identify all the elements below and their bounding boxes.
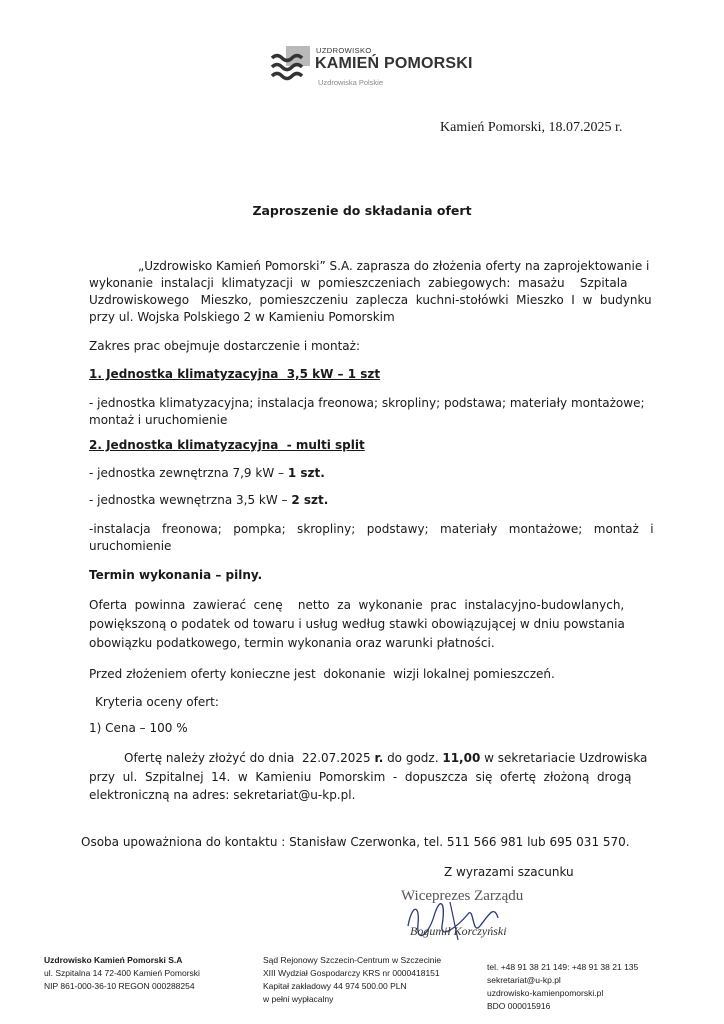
document-title: Zaproszenie do składania ofert (252, 203, 472, 218)
footer-court: Sąd Rejonowy Szczecin-Centrum w Szczecinie (263, 955, 442, 965)
closing: Z wyrazami szacunku (444, 865, 574, 879)
intro-line-2: wykonanie instalacji klimatyzacji w pomieszczeniach zabiegowych: masażu Szpitala (89, 276, 628, 290)
footer-company-name: Uzdrowisko Kamień Pomorski S.A (44, 955, 183, 965)
item2-heading: 2. Jednostka klimatyzacyjna - multi split (89, 438, 365, 452)
stamp-name: Bogumił Korczyński (410, 924, 507, 938)
item2-install-line-2: uruchomienie (89, 539, 172, 553)
footer-email: sekretariat@u-kp.pl (487, 975, 561, 985)
intro-line-4: przy ul. Wojska Polskiego 2 w Kamieniu Pomorskim (89, 310, 395, 324)
logo-text-top: UZDROWISKO (316, 46, 372, 55)
offer-line-1: Oferta powinna zawierać cenę netto za wykonanie prac instalacyjno-budowlanych, (89, 598, 625, 612)
item2-indoor-qty: 2 szt. (291, 493, 329, 507)
submit-line-3: elektroniczną na adres: sekretariat@u-kp.pl. (89, 788, 356, 802)
site-visit: Przed złożeniem oferty konieczne jest dokonanie wizji lokalnej pomieszczeń. (89, 667, 555, 681)
offer-line-2: powiększoną o podatek od towaru i usług według stawki obowiązującej w dniu powstania (89, 617, 625, 631)
stamp-title: Wiceprezes Zarządu (401, 888, 524, 904)
logo-text-sub: Uzdrowiska Polskie (318, 78, 384, 87)
item2-indoor-text: - jednostka wewnętrzna 3,5 kW – (89, 493, 292, 507)
contact-person: Osoba upoważniona do kontaktu : Stanisław Czerwonka, tel. 511 566 981 lub 695 031 570. (81, 835, 630, 849)
footer-contact (487, 961, 638, 1013)
submit-line-2: przy ul. Szpitalnej 14. w Kamieniu Pomorskim - dopuszcza się ofertę złożoną drogą (89, 770, 632, 784)
item1-heading: 1. Jednostka klimatyzacyjna 3,5 kW – 1 szt (89, 367, 381, 381)
submit-text-a: Ofertę należy złożyć do dnia 22.07.2025 (124, 751, 375, 765)
footer-bdo: BDO 000015916 (487, 1001, 551, 1011)
place-date: Kamień Pomorski, 18.07.2025 r. (440, 120, 623, 135)
criteria-item: 1) Cena – 100 % (89, 721, 188, 735)
item2-outdoor-qty: 1 szt. (287, 466, 325, 480)
footer-registry (263, 954, 441, 1006)
submit-text-e: w sekretariacie Uzdrowiska (480, 751, 648, 765)
deadline: Termin wykonania – pilny. (89, 568, 263, 582)
item2-outdoor (89, 465, 325, 482)
footer-phone: tel. +48 91 38 21 149: +48 91 38 21 135 (487, 962, 639, 972)
scope-intro: Zakres prac obejmuje dostarczenie i montaż: (89, 339, 361, 353)
submit-line-1 (124, 750, 647, 767)
submit-text-b: r. (374, 751, 384, 765)
item1-line-2: montaż i uruchomienie (89, 413, 228, 427)
footer-company (44, 954, 200, 993)
item2-outdoor-text: - jednostka zewnętrzna 7,9 kW – (89, 466, 288, 480)
footer-address: ul. Szpitalna 14 72-400 Kamień Pomorski (44, 968, 200, 978)
footer-website: uzdrowisko-kamienpomorski.pl (487, 988, 604, 998)
footer-tax-ids: NIP 861-000-36-10 REGON 000288254 (44, 981, 195, 991)
item1-line-1: - jednostka klimatyzacyjna; instalacja freonowa; skropliny; podstawa; materiały montażowe; (89, 396, 645, 410)
submit-hour: 11,00 (442, 751, 481, 765)
submit-text-c: do godz. (383, 751, 443, 765)
item2-install-line-1: -instalacja freonowa; pompka; skropliny; podstawy; materiały montażowe; montaż i (89, 522, 654, 536)
criteria-label: Kryteria oceny ofert: (95, 695, 219, 709)
logo-text-main: KAMIEŃ POMORSKI (315, 55, 473, 72)
intro-line-3: Uzdrowiskowego Mieszko, pomieszczeniu zaplecza kuchni-stołówki Mieszko I w budynku (89, 293, 652, 307)
footer-krs: XIII Wydział Gospodarczy KRS nr 0000418151 (263, 968, 440, 978)
item2-indoor (89, 492, 328, 509)
footer-paid: w pełni wypłacalny (263, 994, 334, 1004)
intro-line-1: „Uzdrowisko Kamień Pomorski” S.A. zaprasza do złożenia oferty na zaprojektowanie i (138, 259, 650, 273)
company-logo-icon (270, 44, 312, 84)
offer-line-3: obowiązku podatkowego, termin wykonania oraz warunki płatności. (89, 636, 495, 650)
footer-capital: Kapitał zakładowy 44 974 500.00 PLN (263, 981, 407, 991)
